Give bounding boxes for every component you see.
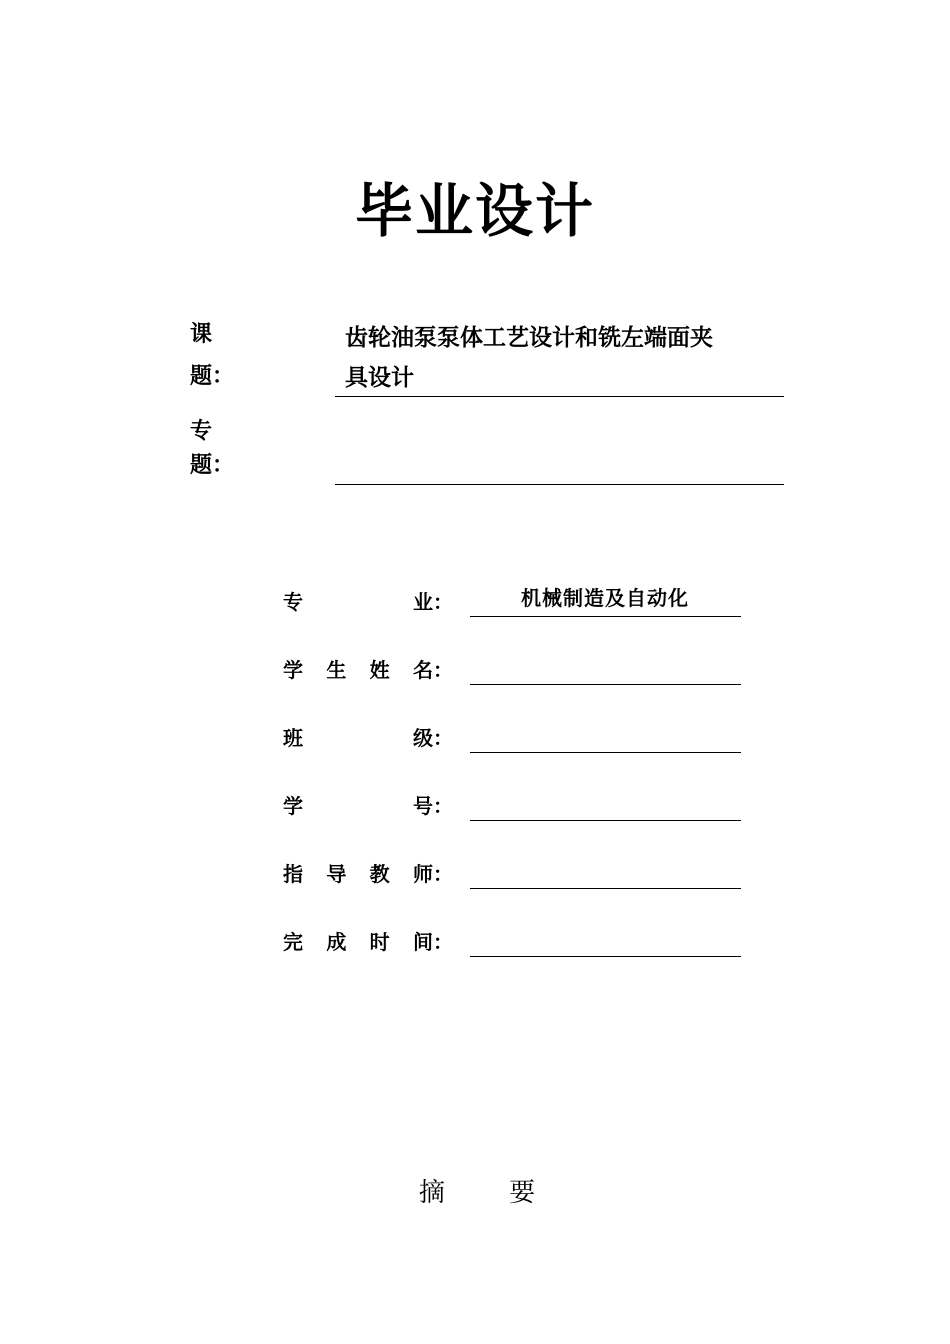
info-label-class (283, 723, 453, 753)
label-char: 师： (412, 862, 453, 886)
label-char: 班 (283, 726, 303, 750)
label-char: 导 (326, 862, 347, 886)
label-char: 完 (283, 930, 303, 954)
topic-underline (335, 396, 784, 397)
info-underline-advisor (470, 888, 741, 889)
topic-label-char-1: 课 (190, 322, 213, 347)
info-underline-completion-date (470, 956, 741, 957)
special-topic-label-char-1: 专 (190, 419, 213, 444)
label-char: 时 (369, 930, 390, 954)
info-label-advisor (283, 859, 453, 889)
topic-label-char-2: 题： (190, 364, 235, 389)
info-row-advisor (283, 859, 743, 889)
info-label-completion-date (283, 927, 453, 957)
info-value-completion-date (470, 923, 740, 953)
info-row-completion-date (283, 927, 743, 957)
label-char: 间： (412, 930, 453, 954)
info-value-class (470, 719, 740, 749)
label-char: 教 (369, 862, 390, 886)
info-value-major: 机械制造及自动化 (521, 586, 689, 610)
topic-value-line-1: 齿轮油泵泵体工艺设计和铣左端面夹 (345, 325, 713, 351)
label-char: 名： (412, 658, 453, 682)
info-row-major (283, 587, 743, 617)
info-underline-major (470, 616, 741, 617)
info-label-major (283, 587, 453, 617)
info-value-advisor (470, 855, 740, 885)
label-char: 专 (283, 590, 303, 614)
info-value-student-name (470, 651, 740, 681)
info-label-student-name (283, 655, 453, 685)
label-char: 级： (413, 726, 453, 750)
abstract-heading: 摘 要 (418, 1178, 564, 1208)
label-char: 生 (326, 658, 347, 682)
label-char: 成 (326, 930, 347, 954)
info-row-student-id (283, 791, 743, 821)
special-topic-underline (335, 484, 784, 485)
info-value-student-id (470, 787, 740, 817)
special-topic-label-char-2: 题： (190, 453, 235, 478)
label-char: 学 (283, 658, 303, 682)
info-row-class (283, 723, 743, 753)
label-char: 指 (283, 862, 303, 886)
label-char: 业： (413, 590, 453, 614)
label-char: 号： (413, 794, 453, 818)
label-char: 姓 (369, 658, 390, 682)
topic-value-line-2: 具设计 (345, 365, 414, 391)
info-label-student-id (283, 791, 453, 821)
label-char: 学 (283, 794, 303, 818)
page-title: 毕业设计 (354, 177, 595, 245)
info-row-student-name (283, 655, 743, 685)
info-underline-student-name (470, 684, 741, 685)
info-underline-student-id (470, 820, 741, 821)
info-underline-class (470, 752, 741, 753)
